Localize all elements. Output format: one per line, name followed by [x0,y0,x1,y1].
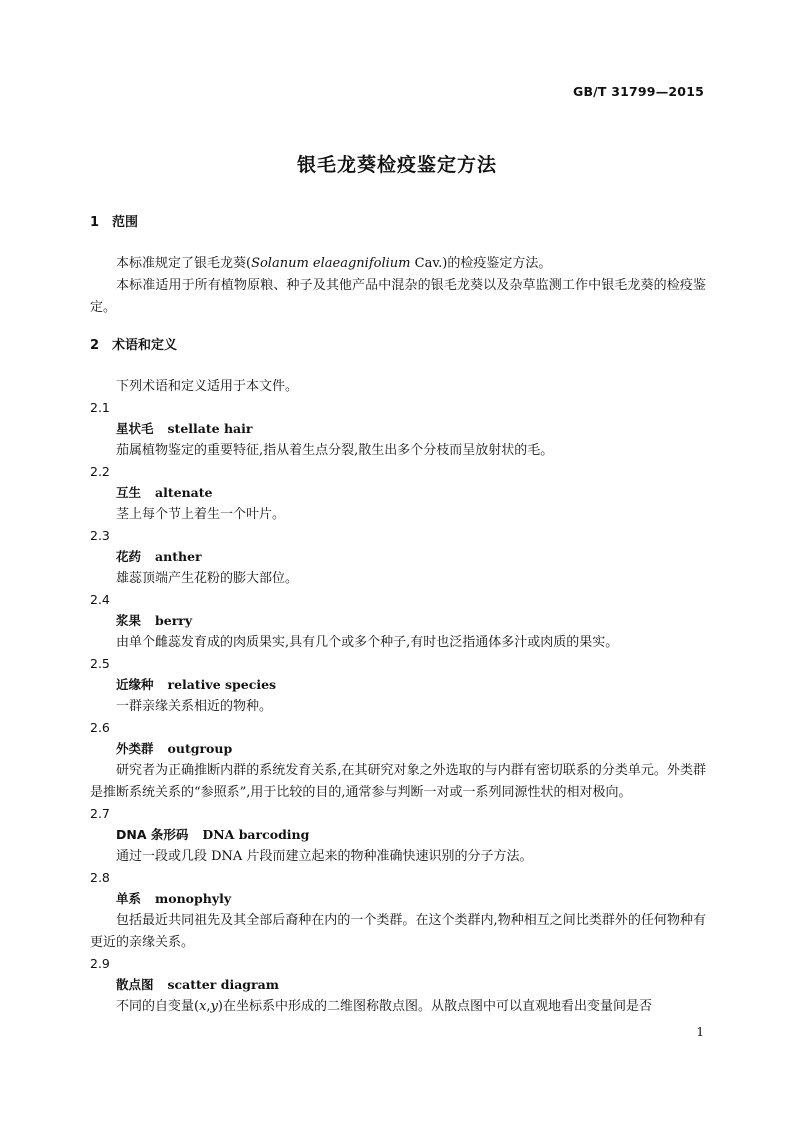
term-definition [90,996,706,1018]
terms-intro: 下列术语和定义适用于本文件。 [116,379,299,394]
term-en: stellate hair [167,421,253,436]
term-number: 2.9 [90,956,110,971]
term-zh: 星状毛 [116,421,154,436]
term-en: anther [155,549,202,564]
term-name [116,738,706,760]
page-title: 银毛龙葵检疫鉴定方法 [296,154,497,176]
term-definition: 茎上每个节上着生一个叶片。 [116,507,286,522]
section-title: 范围 [112,215,139,230]
term-zh: 散点图 [116,977,154,992]
term-name [116,974,706,996]
term-number: 2.7 [90,806,110,821]
term-definition: 通过一段或几段 DNA 片段而建立起来的物种准确快速识别的分子方法。 [116,849,533,864]
text-run: 本标准规定了银毛龙葵( [116,256,252,271]
term-name [116,546,706,568]
term-name [116,824,706,846]
text-run: Cav.)的检疫鉴定方法。 [410,256,552,271]
term-entry [90,526,706,590]
section-number: 1 [90,215,100,230]
term-entry [90,868,706,954]
term-zh: 花药 [116,549,142,564]
term-definition: 包括最近共同祖先及其全部后裔种在内的一个类群。在这个类群内,物种相互之间比类群外的任何物种有更近的亲缘关系。 [90,913,706,950]
term-zh: 外类群 [116,741,154,756]
text-run: )在坐标系中形成的二维图称散点图。从散点图中可以直观地看出变量间是否 [217,999,652,1014]
term-name [116,888,706,910]
term-entry [90,462,706,526]
term-definition: 由单个雌蕊发育成的肉质果实,具有几个或多个种子,有时也泛指通体多汁或肉质的果实。 [116,635,619,650]
term-en: relative species [167,677,277,692]
page-number: 1 [696,1025,704,1039]
term-name [116,482,706,504]
term-zh: 单系 [116,891,142,906]
term-zh: DNA 条形码 [116,827,189,842]
variable-x: x [199,999,207,1014]
term-en: scatter diagram [167,977,279,992]
term-zh: 近缘种 [116,677,154,692]
variable-y: y [210,999,218,1014]
term-number: 2.2 [90,464,110,479]
section-heading-scope [90,212,706,234]
term-definition: 茄属植物鉴定的重要特征,指从着生点分裂,散生出多个分枝而呈放射状的毛。 [116,443,554,458]
term-entry [90,804,706,868]
scope-paragraph-1 [90,253,706,275]
document-body [90,212,706,1018]
term-en: DNA barcoding [202,827,310,842]
species-name: Solanum elaeagnifolium [251,256,411,271]
term-name [116,610,706,632]
term-number: 2.8 [90,870,110,885]
term-number: 2.5 [90,656,110,671]
term-entry [90,718,706,804]
section-number: 2 [90,338,100,353]
term-definition: 研究者为正确推断内群的系统发育关系,在其研究对象之外选取的与内群有密切联系的分类单元。外类群是推断系统关系的“参照系”,用于比较的目的,通常参与判断一对或一系列同源性状的相对极向。 [90,763,706,800]
term-entry [90,590,706,654]
term-zh: 浆果 [116,613,142,628]
term-number: 2.1 [90,400,110,415]
term-en: altenate [155,485,213,500]
term-en: monophyly [155,891,232,906]
term-entry [90,398,706,462]
section-heading-terms [90,335,706,357]
term-en: outgroup [167,741,233,756]
term-number: 2.4 [90,592,110,607]
section-title: 术语和定义 [112,338,178,353]
term-name [116,418,706,440]
standard-code: GB/T 31799—2015 [572,84,704,99]
term-definition: 一群亲缘关系相近的物种。 [116,699,273,714]
term-entry [90,954,706,1018]
term-en: berry [155,613,193,628]
scope-paragraph-2: 本标准适用于所有植物原粮、种子及其他产品中混杂的银毛龙葵以及杂草监测工作中银毛龙葵的检疫鉴定。 [90,278,706,315]
term-definition: 雄蕊顶端产生花粉的膨大部位。 [116,571,299,586]
text-run: , [206,999,211,1014]
term-zh: 互生 [116,485,142,500]
term-entry [90,654,706,718]
text-run: 不同的自变量( [116,999,200,1014]
term-number: 2.6 [90,720,110,735]
term-number: 2.3 [90,528,110,543]
term-name [116,674,706,696]
